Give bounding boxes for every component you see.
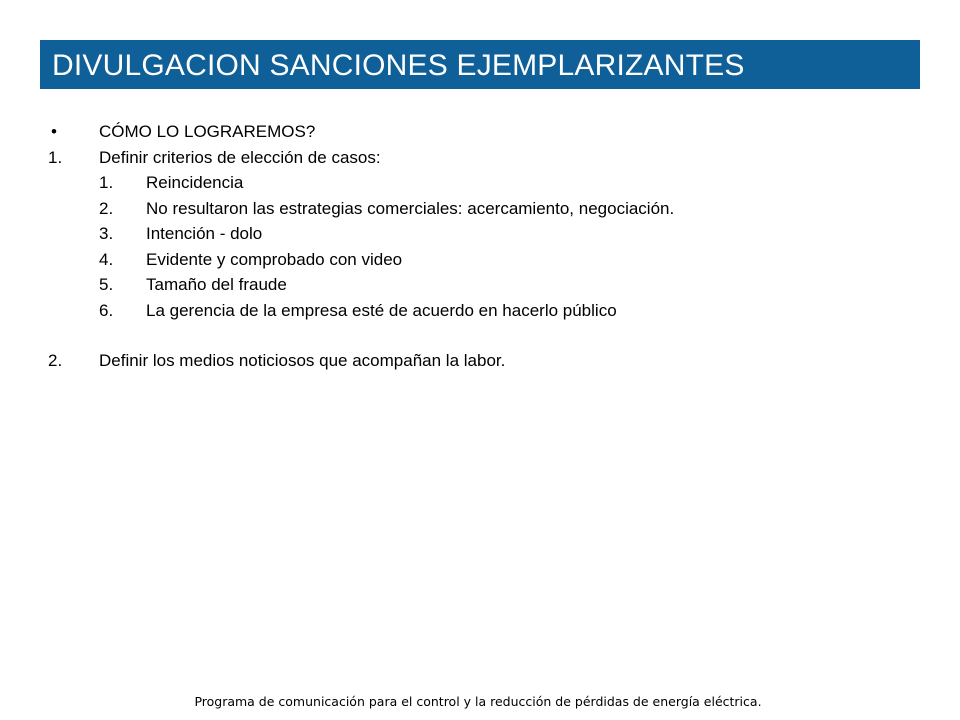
sub-list-item-text: No resultaron las estrategias comerciales: acercamiento, negociación.	[146, 198, 675, 218]
slide-footer	[0, 694, 960, 709]
sub-list-item	[48, 247, 908, 273]
sub-list-item-text: Tamaño del fraude	[146, 275, 287, 294]
sub-list-item	[48, 170, 908, 196]
list-spacer	[48, 323, 908, 348]
list-item-text: Definir criterios de elección de casos:	[99, 147, 381, 167]
sub-list-number: 5.	[99, 275, 114, 294]
sub-list-item	[48, 298, 908, 324]
sub-list-number: 1.	[99, 173, 114, 192]
footer-text: Programa de comunicación para el control y la reducción de pérdidas de energía eléctrica.	[194, 694, 762, 709]
sub-list-number: 6.	[99, 300, 114, 320]
sub-list-number: 2.	[99, 198, 114, 218]
sub-list-number: 3.	[99, 224, 114, 243]
list-item-text: Definir los medios noticiosos que acompañan la labor.	[99, 351, 506, 370]
list-number: 2.	[48, 351, 63, 370]
list-item	[48, 145, 908, 171]
sub-list-item-text: La gerencia de la empresa esté de acuerdo en hacerlo público	[146, 300, 617, 320]
slide-title: DIVULGACION SANCIONES EJEMPLARIZANTES	[52, 48, 745, 82]
bullet-marker: •	[51, 122, 57, 141]
slide-title-bar	[40, 40, 920, 89]
list-item	[48, 119, 908, 145]
sub-list-item-text: Evidente y comprobado con video	[146, 249, 403, 269]
sub-list-item	[48, 221, 908, 247]
sub-list-item	[48, 196, 908, 222]
slide-content	[48, 119, 908, 374]
sub-list-item-text: Reincidencia	[146, 173, 244, 192]
sub-list-number: 4.	[99, 249, 114, 269]
list-number: 1.	[48, 147, 63, 167]
sub-list-item-text: Intención - dolo	[146, 224, 263, 243]
list-item	[48, 348, 908, 374]
list-item-text: CÓMO LO LOGRAREMOS?	[99, 122, 316, 141]
sub-list-item	[48, 272, 908, 298]
